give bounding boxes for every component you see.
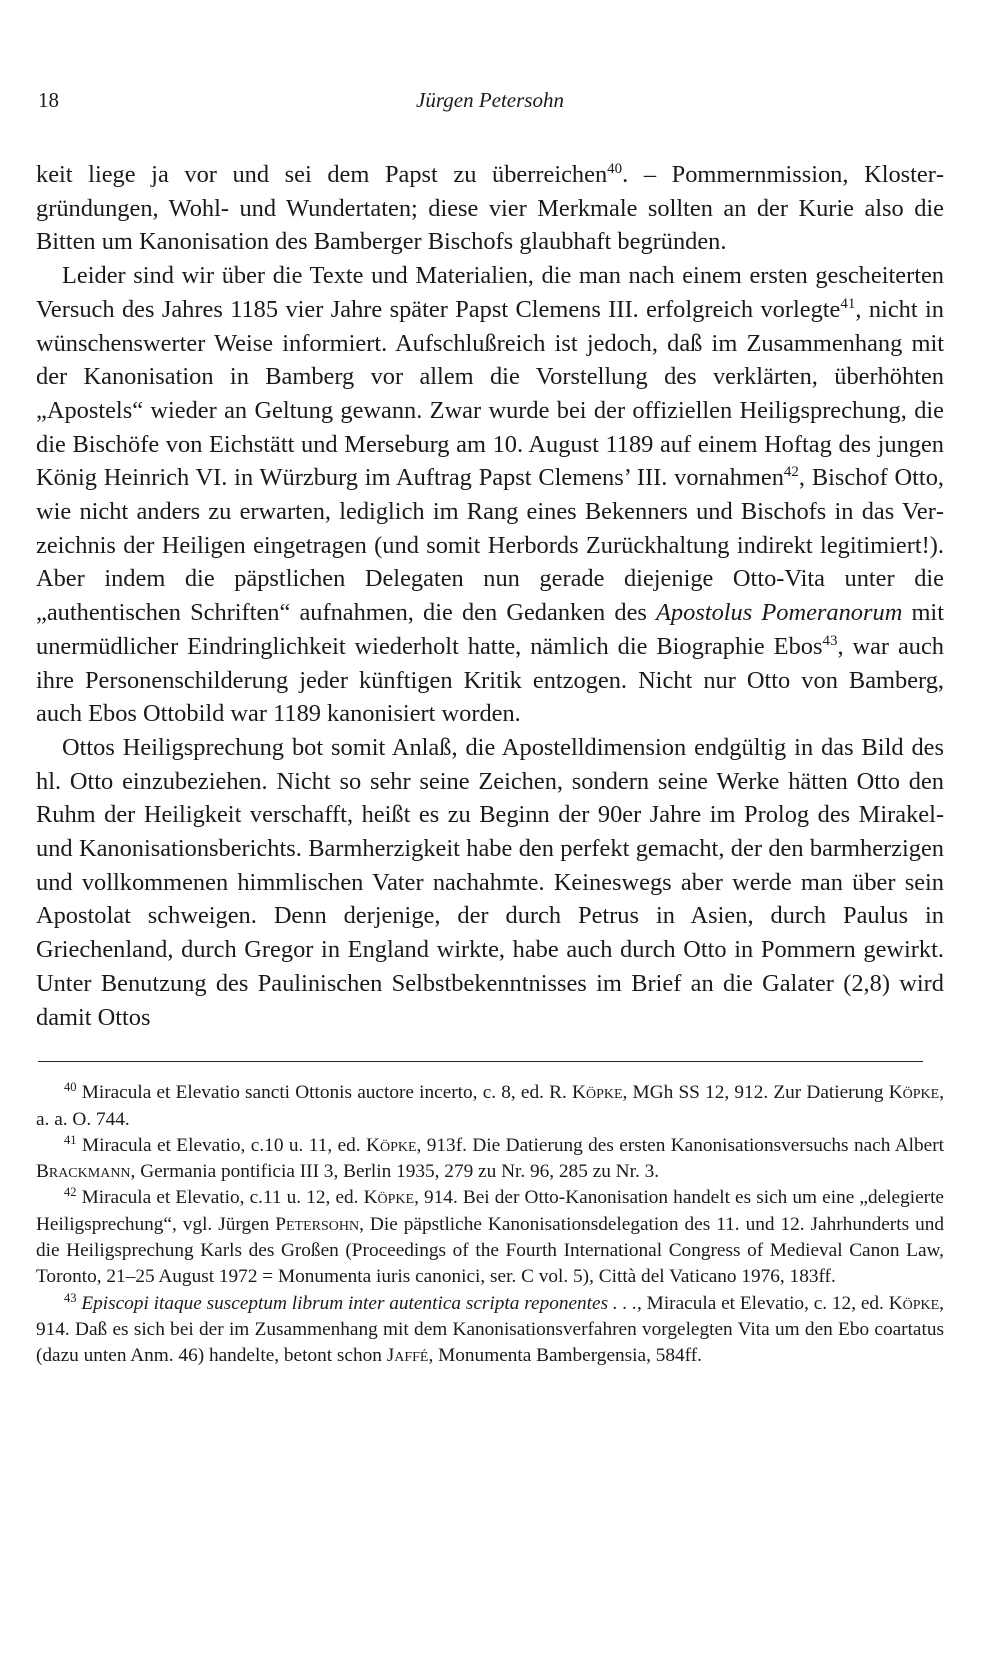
footnote-ref-41[interactable]: 41: [840, 295, 856, 312]
footnote-divider: [38, 1061, 923, 1062]
footnote-40: $^{40}$ Miracula et Elevatio sancti Ottonis auctore incerto, c. 8, ed. R. Köpke, MGh SS 12, 912. Zur Datierung Köpke, a. a. O. 744.: [36, 1080, 945, 1130]
footnote-ref-42[interactable]: 42: [783, 464, 799, 481]
paragraph-3: Ottos Heiligsprechung bot somit Anlaß, die Apostelldimension endgültig in das Bild des hl. Otto einzubeziehen. Nicht so sehr seine Zeichen, sondern seine Werke hätten Otto den Ruhm der Heiligkeit verschafft, heißt es zu Beginn der 90er Jahre im Prolog des Mirakel- und Kanonisationsberichts. Barmherzigkeit habe den perfekt gemacht, der den barmherzigen und vollkommenen himmlischen Vater nachahmte. Keineswegs aber werde man über sein Apostolat schweigen. Denn derjenige, der durch Petrus in Asien, durch Paulus in Griechenland, durch Gregor in England wirkte, habe auch durch Otto in Pommern gewirkt. Unter Benutzung des Paulinischen Selbstbekenntnisses im Brief an die Galater (2,8) wird damit Ottos: [36, 733, 944, 1031]
italic-term: Apostolus Pomeranorum: [656, 599, 903, 627]
book-page: [36, 88, 944, 1370]
body-text: [36, 158, 944, 1034]
footnote-41: $^{41}$ Miracula et Elevatio, c.10 u. 11, ed. Köpke, 913f. Die Datierung des ersten Kanonisationsversuchs nach Albert Brackmann, Germania pontificia III 3, Berlin 1935, 279 zu Nr. 96, 285 zu Nr. 3.: [36, 1132, 944, 1183]
footnotes: [36, 1080, 944, 1369]
page-number: 18: [38, 88, 59, 112]
paragraph-1: keit liege ja vor und sei dem Papst zu überreichen$^{40}$. – Pommernmission, Klostergründungen, Wohl- und Wundertaten; diese vier Merkmale sollten an der Kurie also die Bitten um Kanonisation des Bamberger Bischofs glaubhaft begründen.: [36, 161, 945, 256]
running-title: Jürgen Petersohn: [416, 88, 564, 112]
footnote-ref-43[interactable]: 43: [822, 632, 838, 649]
footnote-ref-40[interactable]: 40: [607, 161, 623, 177]
footnote-43: $^{43}$ Episcopi itaque susceptum librum inter autentica scripta reponentes . . ., Miracula et Elevatio, c. 12, ed. Köpke, 914. Daß es sich bei der im Zusammenhang mit dem Kanonisationsverfahren vorgelegten Vita um den Ebo coartatus (dazu unten Anm. 46) handelte, betont schon Jaffé, Monumenta Bambergensia, 584ff.: [36, 1290, 944, 1367]
footnote-42: $^{42}$ Miracula et Elevatio, c.11 u. 12, ed. Köpke, 914. Bei der Otto-Kanonisation handelt es sich um eine „delegierte Heiligsprechung“, vgl. Jürgen Petersohn, Die päpstliche Kanonisationsdelegation des 11. und 12. Jahrhunderts und die Heiligsprechung Karls des Großen (Proceedings of the Fourth International Congress of Medieval Canon Law, Toronto, 21–25 August 1972 = Monumenta iuris canonici, ser. C vol. 5), Città del Vaticano 1976, 183ff.: [36, 1185, 944, 1288]
running-head: [36, 88, 944, 122]
paragraph-2: Leider sind wir über die Texte und Materialien, die man nach einem ersten gescheiterten Versuch des Jahres 1185 vier Jahre später Papst Clemens III. erfolgreich vorlegte$^{41}$, nicht in wünschenswerter Weise informiert. Aufschlußreich ist jedoch, daß im Zusammenhang mit der Kanonisation in Bamberg vor allem die Vorstellung des verklärten, überhöhten „Apostels“ wieder an Geltung gewann. Zwar wurde bei der offiziellen Heiligsprechung, die die Bischöfe von Eichstätt und Merseburg am 10. August 1189 auf einem Hoftag des jungen König Heinrich VI. in Würzburg im Auftrag Papst Clemens’ III. vornahmen$^{42}$, Bischof Otto, wie nicht anders zu erwarten, lediglich im Rang eines Bekenners und Bischofs in das Verzeichnis der Heiligen eingetragen (und somit Herbords Zurückhaltung indirekt legitimiert!). Aber indem die päpstlichen Delegaten nun gerade diejenige Otto-Vita unter die „authentischen Schriften“ aufnahmen, die den Gedanken des Apostolus Pomeranorum mit unermüdlicher Eindringlichkeit wiederholt hatte, nämlich die Biographie Ebos$^{43}$, war auch ihre Personenschilderung jeder künftigen Kritik entzogen. Nicht nur Otto von Bamberg, auch Ebos Ottobild war 1189 kanonisiert worden.: [36, 262, 945, 728]
